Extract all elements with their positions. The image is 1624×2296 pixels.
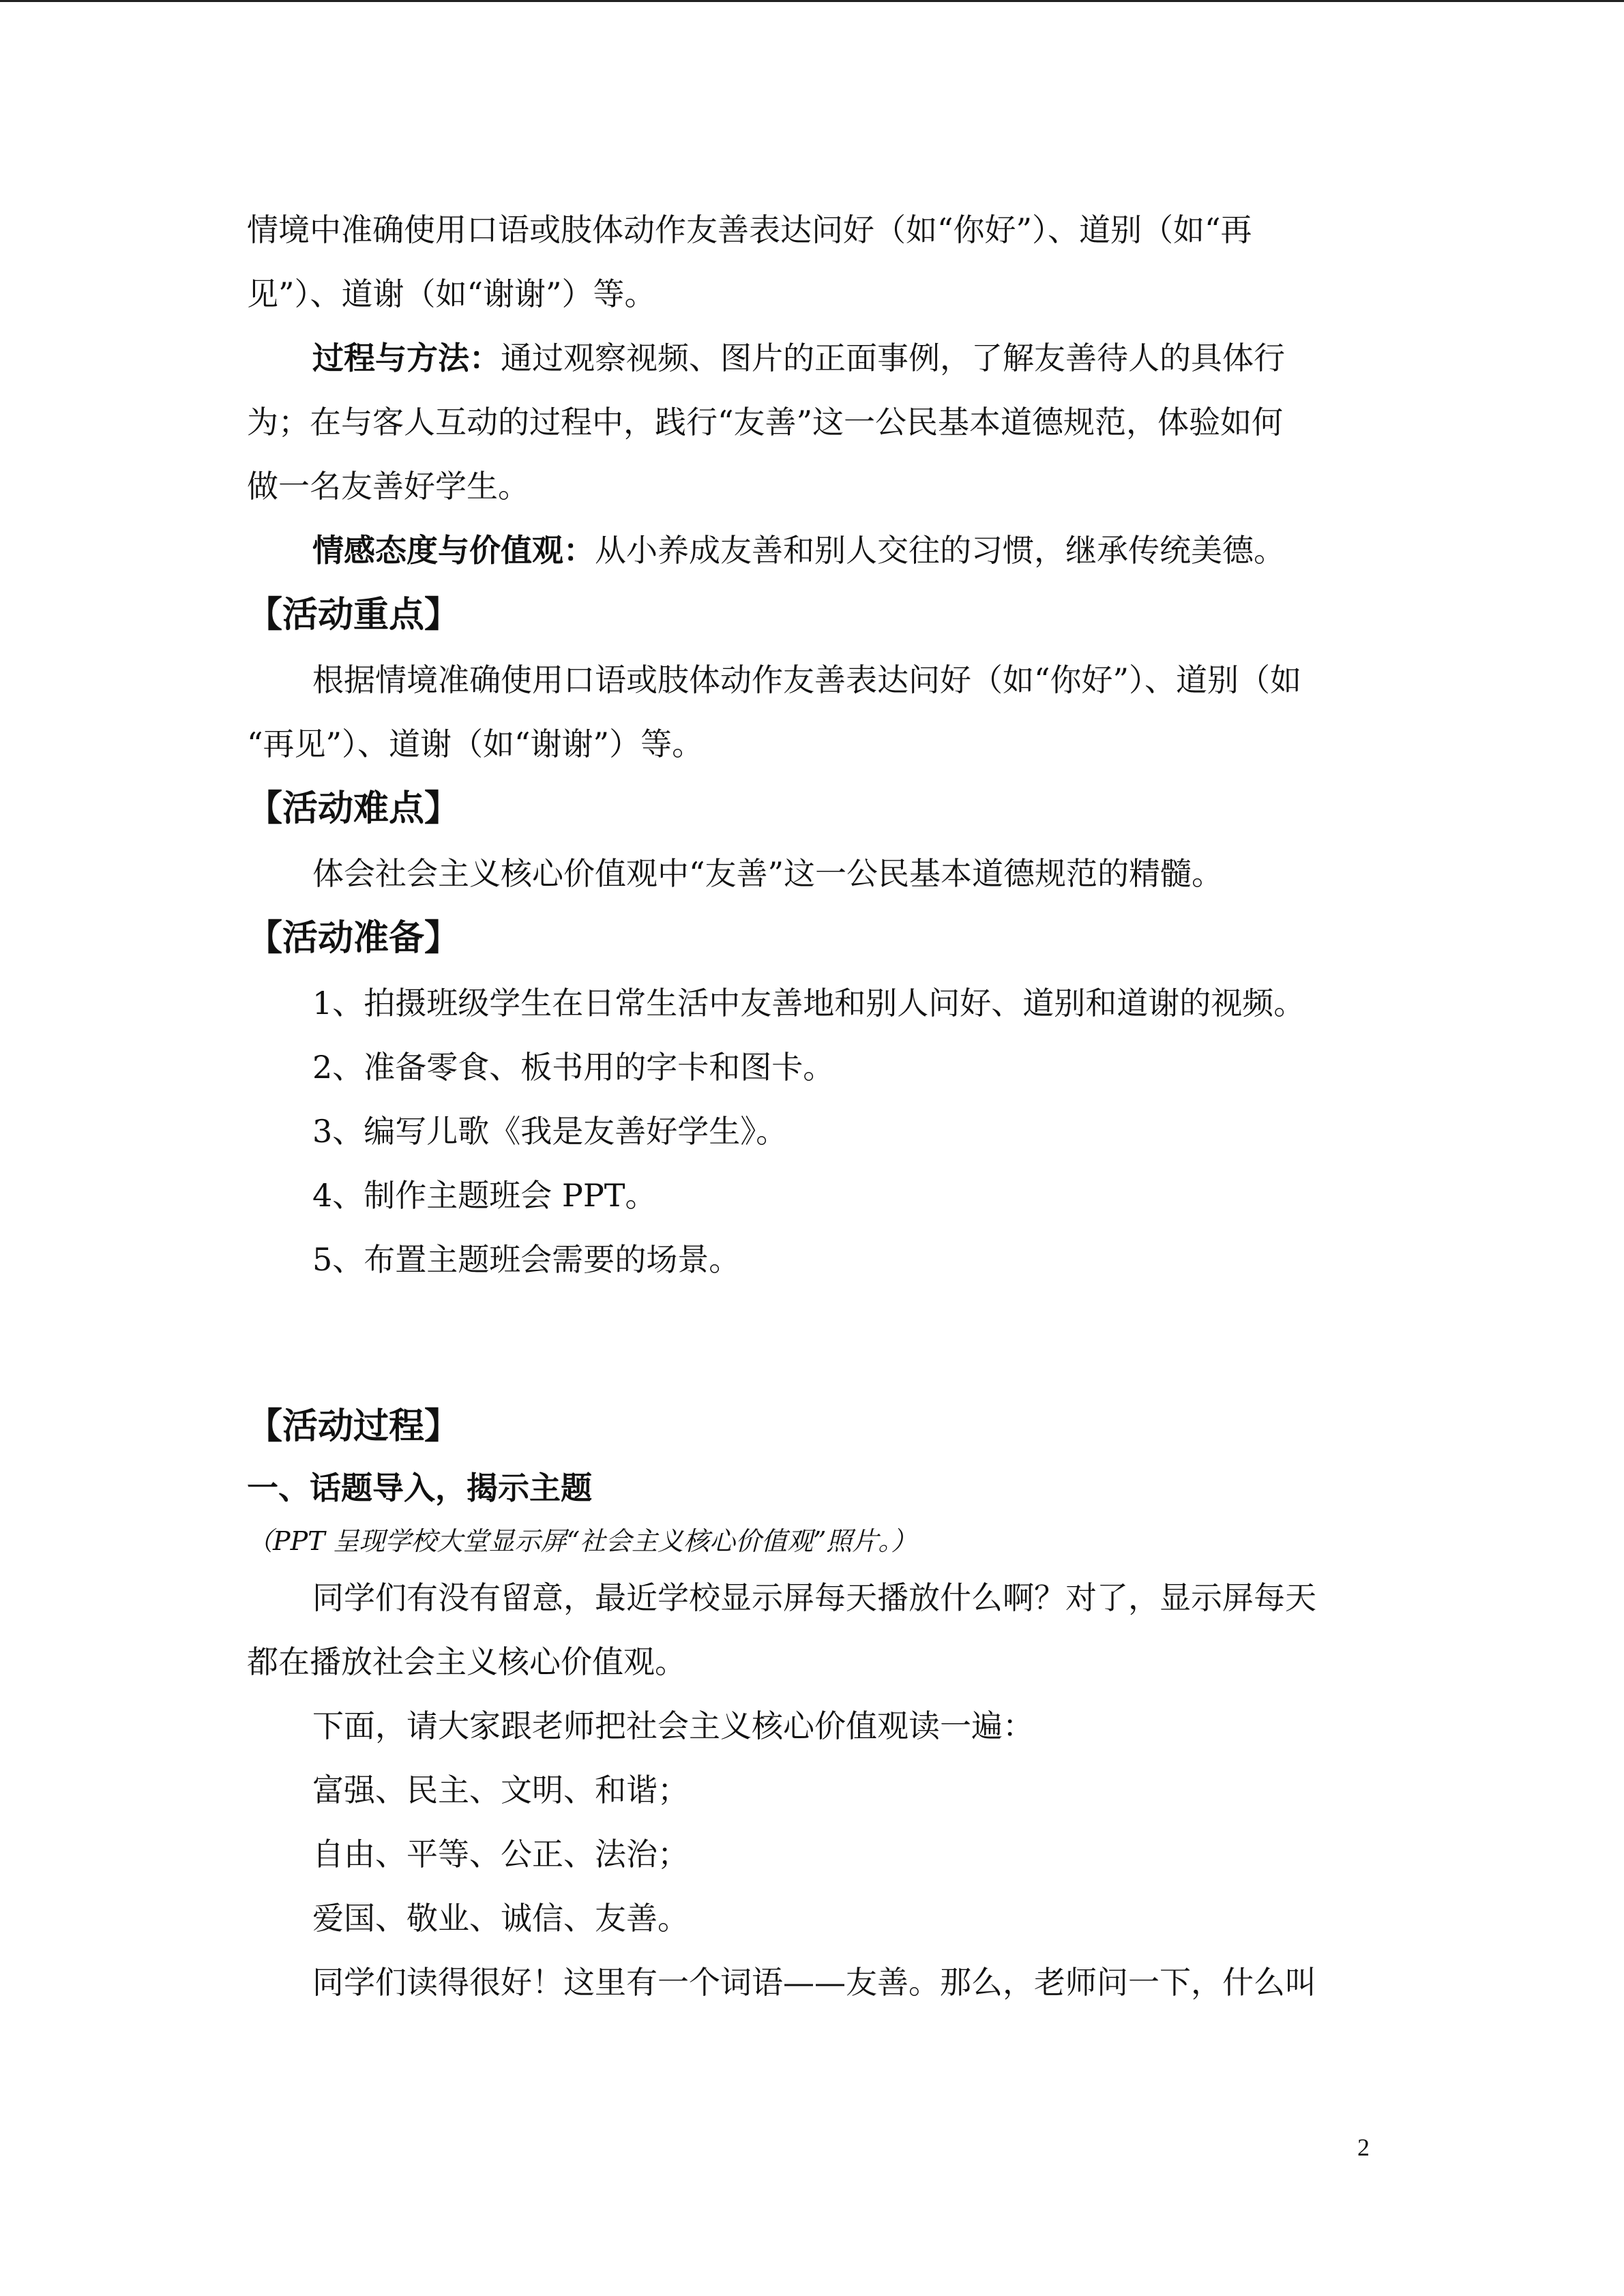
process-method-label: 过程与方法： [312,340,501,376]
body-line: 同学们有没有留意，最近学校显示屏每天播放什么啊？对了，显示屏每天 [312,1579,1316,1616]
core-values-line: 富强、民主、文明、和谐； [312,1772,689,1808]
process-method-paragraph [247,326,1365,390]
emotion-values-paragraph [247,518,1365,582]
section-title: 一、话题导入，揭示主题 [247,1470,592,1506]
preparation-item: 1、拍摄班级学生在日常生活中友善地和别人问好、道别和道谢的视频。 [312,985,1305,1022]
preparation-item: 4、制作主题班会 PPT。 [312,1177,657,1214]
body-line: 都在播放社会主义核心价值观。 [247,1643,686,1680]
top-border [0,0,1624,2]
process-method-text: 通过观察视频、图片的正面事例，了解友善待人的具体行 [501,340,1285,376]
key-points-line: “再见”）、道谢（如“谢谢”）等。 [247,726,704,762]
preparation-heading: 【活动准备】 [247,917,460,959]
preparation-item: 5、布置主题班会需要的场景。 [312,1241,741,1278]
difficulties-line: 体会社会主义核心价值观中“友善”这一公民基本道德规范的精髓。 [312,855,1224,892]
difficulties-heading: 【活动难点】 [247,788,460,829]
process-method-line: 做一名友善好学生。 [247,468,529,505]
preparation-item: 3、编写儿歌《我是友善好学生》。 [312,1113,788,1150]
process-method-line: 为；在与客人互动的过程中，践行“友善”这一公民基本道德规范，体验如何 [247,404,1284,441]
objectives-line: 见”）、道谢（如“谢谢”）等。 [247,275,656,312]
key-points-heading: 【活动重点】 [247,594,460,636]
body-line: 下面，请大家跟老师把社会主义核心价值观读一遍： [312,1708,1034,1744]
key-points-line: 根据情境准确使用口语或肢体动作友善表达问好（如“你好”）、道别（如 [312,661,1302,698]
ppt-note: （PPT 呈现学校大堂显示屏“社会主义核心价值观”照片。） [247,1526,917,1556]
body-line: 同学们读得很好！这里有一个词语——友善。那么，老师问一下，什么叫 [312,1964,1316,2001]
core-values-line: 自由、平等、公正、法治； [312,1836,689,1873]
emotion-values-text: 从小养成友善和别人交往的习惯，继承传统美德。 [595,532,1285,569]
emotion-values-label: 情感态度与价值观： [312,532,595,569]
process-heading: 【活动过程】 [247,1405,460,1447]
document-page [247,198,1365,2014]
section-spacer [247,1292,1365,1394]
page-number: 2 [1357,2134,1370,2161]
preparation-item: 2、准备零食、板书用的字卡和图卡。 [312,1049,835,1086]
core-values-line: 爱国、敬业、诚信、友善。 [312,1900,689,1937]
objectives-line: 情境中准确使用口语或肢体动作友善表达问好（如“你好”）、道别（如“再 [247,211,1252,248]
